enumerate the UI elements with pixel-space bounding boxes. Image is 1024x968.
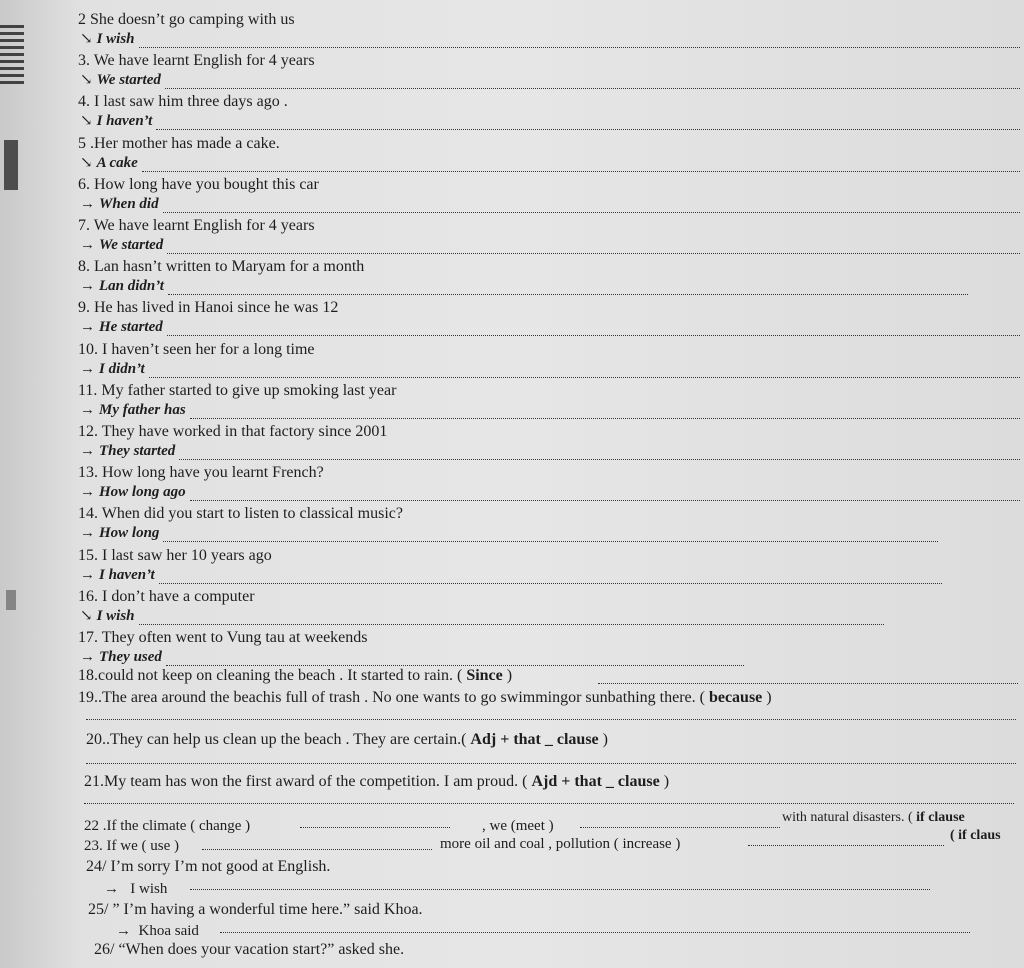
page-shadow bbox=[6, 590, 16, 610]
question-text: 24/ I’m sorry I’m not good at English. bbox=[86, 858, 331, 875]
answer-line[interactable] bbox=[86, 763, 1016, 764]
arrow-icon: → bbox=[80, 319, 95, 336]
arrow-icon: → bbox=[80, 484, 95, 501]
hint: if clause bbox=[916, 810, 965, 825]
question-text: 5 .Her mother has made a cake. bbox=[78, 134, 280, 152]
answer-row bbox=[80, 483, 1020, 501]
answer-line[interactable] bbox=[86, 719, 1016, 720]
answer-line[interactable] bbox=[167, 321, 1020, 336]
answer-row bbox=[80, 277, 968, 295]
answer-prompt: I wish bbox=[96, 31, 135, 47]
question-21 bbox=[84, 772, 669, 792]
answer-line[interactable] bbox=[220, 932, 970, 933]
hint: because bbox=[708, 689, 763, 706]
answer-row bbox=[80, 154, 1020, 172]
answer-prompt: My father has bbox=[99, 401, 186, 418]
paren: ) bbox=[663, 773, 670, 790]
question-22 bbox=[84, 816, 250, 836]
answer-line[interactable] bbox=[580, 827, 780, 828]
answer-prompt: He started bbox=[99, 319, 163, 336]
answer-row bbox=[80, 360, 1020, 378]
answer-line[interactable] bbox=[190, 404, 1020, 419]
answer-line[interactable] bbox=[190, 889, 930, 890]
answer-line[interactable] bbox=[202, 849, 432, 850]
question-26 bbox=[94, 940, 404, 960]
answer-line[interactable] bbox=[190, 486, 1020, 501]
answer-line[interactable] bbox=[163, 198, 1020, 213]
question-text: 6. How long have you bought this car bbox=[78, 175, 319, 193]
question-text: 14. When did you start to listen to classical music? bbox=[78, 505, 403, 523]
answer-line[interactable] bbox=[163, 527, 938, 542]
answer-prompt: Khoa said bbox=[138, 923, 199, 939]
answer-row bbox=[80, 401, 1020, 419]
arrow-icon: → bbox=[80, 237, 95, 253]
question-18 bbox=[78, 666, 512, 686]
question-text: 18.could not keep on cleaning the beach . It started to rain. ( bbox=[78, 667, 463, 684]
question-text: 17. They often went to Vung tau at weekends bbox=[78, 629, 368, 646]
arrow-icon: → bbox=[80, 278, 95, 295]
hint: Since bbox=[466, 667, 503, 684]
question-text: 2 She doesn’t go camping with us bbox=[78, 11, 295, 28]
question-text: more oil and coal , pollution ( increase ) bbox=[440, 836, 681, 852]
answer-line[interactable] bbox=[179, 445, 1020, 460]
answer-line[interactable] bbox=[142, 157, 1020, 172]
answer-line[interactable] bbox=[84, 803, 1014, 804]
question-text: 9. He has lived in Hanoi since he was 12 bbox=[78, 299, 339, 317]
answer-prompt: I wish bbox=[96, 607, 135, 624]
question-text: 15. I last saw her 10 years ago bbox=[78, 546, 272, 564]
answer-prompt: Lan didn’t bbox=[99, 278, 164, 295]
question-text: 8. Lan hasn’t written to Maryam for a month bbox=[78, 258, 365, 276]
question-24 bbox=[86, 857, 330, 877]
answer-line[interactable] bbox=[166, 651, 744, 666]
answer-prompt: We started bbox=[99, 237, 164, 253]
question-text: 3. We have learnt English for 4 years bbox=[78, 52, 315, 70]
question-text: 7. We have learnt English for 4 years bbox=[78, 217, 315, 234]
question-text: 11. My father started to give up smoking last year bbox=[78, 381, 397, 399]
arrow-icon: → bbox=[104, 881, 119, 897]
question-23 bbox=[84, 836, 179, 856]
answer-prompt: I haven’t bbox=[99, 566, 155, 583]
arrow-icon: → bbox=[80, 360, 95, 377]
question-text: 23. If we ( use ) bbox=[84, 838, 179, 854]
question-text: 10. I haven’t seen her for a long time bbox=[78, 340, 315, 358]
answer-prompt: How long ago bbox=[99, 484, 186, 501]
arrow-icon: ↘ bbox=[80, 72, 93, 89]
arrow-icon: → bbox=[80, 525, 95, 542]
hint: ( if claus bbox=[950, 828, 1001, 843]
arrow-icon: → bbox=[80, 195, 95, 212]
question-text: 20..They can help us clean up the beach . They are certain.( bbox=[86, 731, 467, 748]
answer-line[interactable] bbox=[748, 845, 944, 846]
question-22-tail bbox=[782, 808, 965, 828]
arrow-icon: → bbox=[80, 443, 95, 459]
arrow-icon: → bbox=[80, 401, 95, 418]
question-text: 26/ “When does your vacation start?” asked she. bbox=[94, 941, 405, 958]
question-text: 13. How long have you learnt French? bbox=[78, 464, 324, 482]
answer-prompt: A cake bbox=[96, 154, 138, 171]
question-text: 4. I last saw him three days ago . bbox=[78, 93, 288, 111]
question-23-part bbox=[440, 834, 680, 854]
answer-prompt: I didn’t bbox=[99, 360, 145, 377]
question-text: , we (meet ) bbox=[482, 818, 554, 834]
answer-prompt: I haven’t bbox=[96, 113, 153, 130]
arrow-icon: → bbox=[80, 566, 95, 583]
arrow-icon: ↘ bbox=[80, 113, 93, 130]
answer-line[interactable] bbox=[139, 610, 884, 625]
question-text: 12. They have worked in that factory since 2001 bbox=[78, 423, 388, 440]
answer-prompt: I wish bbox=[130, 881, 168, 897]
answer-line[interactable] bbox=[159, 569, 942, 584]
answer-row bbox=[80, 607, 884, 625]
hint: Adj + that _ clause bbox=[470, 731, 599, 748]
answer-row bbox=[80, 524, 938, 542]
question-text: 22 .If the climate ( change ) bbox=[84, 818, 251, 834]
answer-line[interactable] bbox=[149, 363, 1020, 378]
paren: ) bbox=[766, 689, 772, 706]
question-text: 19..The area around the beachis full of trash . No one wants to go swimmingor sunbathing there. ( bbox=[78, 689, 705, 706]
answer-row bbox=[80, 318, 1020, 336]
question-text: 21.My team has won the first award of the competition. I am proud. ( bbox=[84, 773, 528, 790]
answer-row bbox=[80, 195, 1020, 213]
hint: Ajd + that _ clause bbox=[531, 773, 660, 790]
arrow-icon: → bbox=[80, 649, 95, 665]
question-text: 16. I don’t have a computer bbox=[78, 587, 255, 605]
paren: ) bbox=[506, 667, 513, 684]
answer-prompt: How long bbox=[99, 525, 160, 542]
question-25 bbox=[88, 900, 423, 920]
answer-line[interactable] bbox=[139, 33, 1020, 48]
answer-row bbox=[80, 30, 1020, 48]
arrow-icon: → bbox=[116, 923, 131, 939]
answer-row bbox=[80, 566, 942, 584]
answer-line[interactable] bbox=[168, 280, 968, 295]
answer-row bbox=[80, 112, 1020, 130]
question-20 bbox=[86, 730, 608, 750]
question-text: 25/ ” I’m having a wonderful time here.” said Khoa. bbox=[88, 901, 423, 918]
answer-row bbox=[80, 442, 1020, 460]
answer-prompt: When did bbox=[99, 195, 159, 212]
answer-prompt: We started bbox=[96, 72, 161, 89]
answer-line[interactable] bbox=[156, 115, 1020, 130]
answer-line[interactable] bbox=[598, 683, 1018, 684]
answer-24 bbox=[104, 879, 167, 899]
page-shadow bbox=[4, 140, 18, 190]
answer-line[interactable] bbox=[300, 827, 450, 828]
answer-row bbox=[80, 648, 744, 666]
answer-prompt: They used bbox=[99, 649, 162, 665]
answer-prompt: They started bbox=[99, 443, 176, 459]
arrow-icon: ↘ bbox=[80, 607, 93, 624]
arrow-icon: ↘ bbox=[80, 154, 93, 171]
question-22-part bbox=[482, 816, 554, 836]
answer-line[interactable] bbox=[165, 74, 1020, 89]
answer-25 bbox=[116, 921, 199, 941]
answer-row bbox=[80, 236, 1020, 254]
notebook-spiral bbox=[0, 25, 24, 85]
answer-row bbox=[80, 71, 1020, 89]
question-19 bbox=[78, 688, 772, 708]
question-text: with natural disasters. ( bbox=[782, 810, 913, 825]
arrow-icon: ↘ bbox=[80, 31, 93, 47]
question-23-hint bbox=[950, 826, 1001, 846]
answer-line[interactable] bbox=[167, 239, 1020, 254]
paren: ) bbox=[602, 731, 608, 748]
